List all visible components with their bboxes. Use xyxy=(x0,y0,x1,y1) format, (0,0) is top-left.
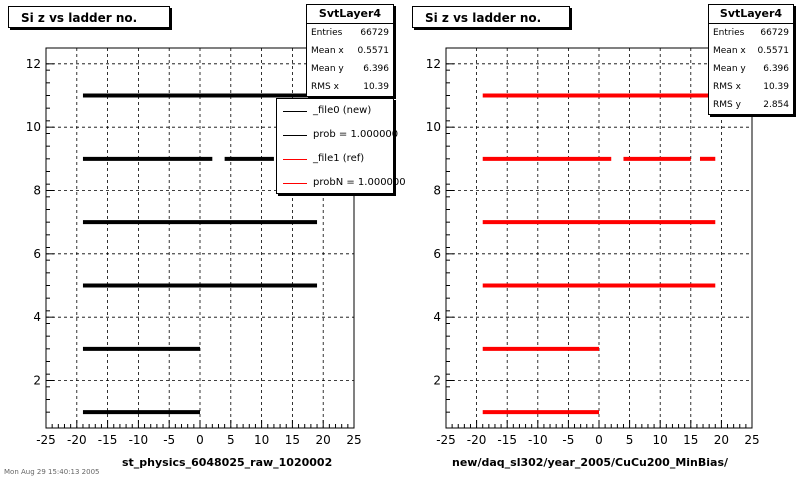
y-tick-label: 4 xyxy=(33,310,41,325)
x-tick-label: -10 xyxy=(128,433,149,447)
footer-timestamp: Mon Aug 29 15:40:13 2005 xyxy=(4,468,100,476)
y-tick-label: 10 xyxy=(25,120,41,135)
legend-line xyxy=(283,135,307,136)
right-x-axis-title: new/daq_sl302/year_2005/CuCu200_MinBias/ xyxy=(452,456,729,469)
y-tick-label: 8 xyxy=(433,183,441,198)
left-stats-row: RMS x 10.39 xyxy=(311,82,389,92)
y-tick-label: 8 xyxy=(33,183,41,198)
legend-line xyxy=(283,159,307,160)
right-stats-row: Mean y 6.396 xyxy=(713,64,789,74)
legend-label: probN = 1.000000 xyxy=(313,177,406,188)
x-tick-label: -10 xyxy=(527,433,548,447)
legend-label: prob = 1.000000 xyxy=(313,129,399,140)
left-stats-row: Entries 66729 xyxy=(311,28,389,38)
right-stats-row: Mean x 0.5571 xyxy=(713,46,789,56)
legend-box xyxy=(276,98,406,194)
x-tick-label: 10 xyxy=(652,433,668,447)
legend-entry xyxy=(277,101,393,121)
x-tick-label: -20 xyxy=(466,433,487,447)
legend-entry xyxy=(277,125,399,145)
left-stats-box xyxy=(306,4,394,97)
right-stats-row: Entries 66729 xyxy=(713,28,789,38)
right-stats-name: SvtLayer4 xyxy=(709,5,793,24)
right-chart-panel xyxy=(400,0,800,480)
x-tick-label: -5 xyxy=(163,433,176,447)
x-tick-label: 15 xyxy=(683,433,699,447)
x-tick-label: 15 xyxy=(284,433,301,447)
x-tick-label: -25 xyxy=(36,433,56,447)
x-tick-label: 10 xyxy=(253,433,270,447)
legend-line xyxy=(283,111,307,112)
x-tick-label: 5 xyxy=(226,433,235,447)
y-tick-label: 2 xyxy=(433,373,441,388)
x-tick-label: 0 xyxy=(595,433,603,447)
y-tick-label: 12 xyxy=(25,56,41,71)
legend-entry xyxy=(277,149,393,169)
y-tick-label: 6 xyxy=(33,246,41,261)
left-chart-title: Si z vs ladder no. xyxy=(8,6,170,28)
x-tick-label: -15 xyxy=(97,433,118,447)
legend-label: _file1 (ref) xyxy=(313,153,365,164)
left-stats-row: Mean x 0.5571 xyxy=(311,46,389,56)
y-tick-label: 12 xyxy=(425,56,441,71)
right-stats-box xyxy=(708,4,794,115)
y-tick-label: 4 xyxy=(433,310,441,325)
x-tick-label: -20 xyxy=(66,433,87,447)
x-tick-label: 0 xyxy=(196,433,204,447)
x-tick-label: 5 xyxy=(625,433,634,447)
legend-label: _file0 (new) xyxy=(313,105,372,116)
x-tick-label: -15 xyxy=(497,433,518,447)
y-tick-label: 6 xyxy=(433,246,441,261)
legend-line xyxy=(283,183,307,184)
right-stats-row: RMS y 2.854 xyxy=(713,100,789,110)
right-stats-row: RMS x 10.39 xyxy=(713,82,789,92)
x-tick-label: 20 xyxy=(713,433,730,447)
x-tick-label: 20 xyxy=(315,433,331,447)
x-tick-label: -25 xyxy=(436,433,456,447)
y-tick-label: 10 xyxy=(425,120,441,135)
x-tick-label: -5 xyxy=(562,433,575,447)
x-tick-label: 25 xyxy=(346,433,362,447)
left-stats-row: Mean y 6.396 xyxy=(311,64,389,74)
legend-entry xyxy=(277,173,406,193)
left-x-axis-title: st_physics_6048025_raw_1020002 xyxy=(122,456,333,469)
right-chart-title: Si z vs ladder no. xyxy=(412,6,570,28)
left-stats-name: SvtLayer4 xyxy=(307,5,393,24)
x-tick-label: 25 xyxy=(744,433,760,447)
y-tick-label: 2 xyxy=(33,373,41,388)
